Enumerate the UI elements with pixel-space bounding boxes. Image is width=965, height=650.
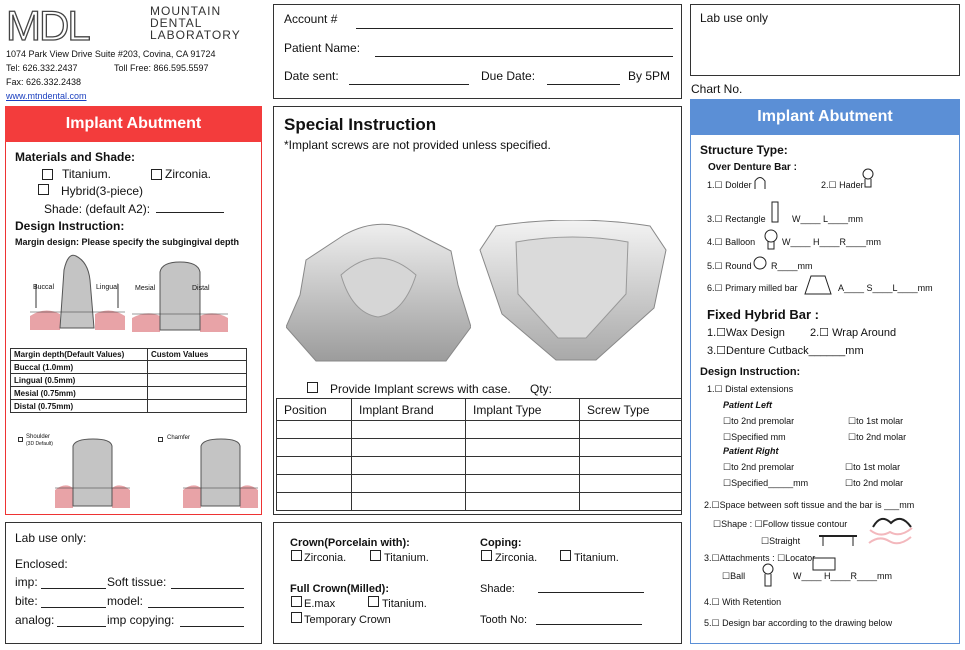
left-specified[interactable]: ☐Specified mm bbox=[723, 432, 786, 442]
distal-label: Distal bbox=[192, 285, 210, 292]
porcelain-titanium-label: Titanium. bbox=[384, 552, 429, 564]
shoulder-checkbox[interactable] bbox=[18, 437, 23, 442]
margin-design-text: Margin design: Please specify the subgingival depth bbox=[15, 237, 240, 247]
denture-upper-image bbox=[286, 215, 471, 363]
provide-screws-checkbox[interactable] bbox=[307, 382, 318, 393]
soft-tissue-field[interactable] bbox=[171, 588, 244, 589]
chamfer-illustration bbox=[183, 438, 258, 508]
hader-icon bbox=[861, 168, 875, 193]
patient-name-label: Patient Name: bbox=[284, 41, 361, 55]
table-row[interactable] bbox=[277, 493, 682, 511]
website-link[interactable]: www.mtndental.com bbox=[6, 91, 87, 101]
materials-heading: Materials and Shade: bbox=[15, 150, 136, 164]
chamfer-label: Chamfer bbox=[167, 435, 191, 441]
custom-value-cell[interactable] bbox=[148, 374, 247, 387]
attachments-option[interactable]: 3.☐Attachments : ☐Locator bbox=[704, 553, 816, 563]
tooth-no-label: Tooth No: bbox=[480, 614, 528, 626]
logo bbox=[6, 4, 144, 44]
coping-titanium-label: Titanium. bbox=[574, 552, 619, 564]
coping-zirconia-checkbox[interactable] bbox=[481, 550, 492, 561]
analog-field[interactable] bbox=[57, 626, 106, 627]
right-1st-molar[interactable]: ☐to 1st molar bbox=[845, 462, 901, 472]
hybrid-label: Hybrid(3-piece) bbox=[61, 184, 144, 198]
right-2nd-molar[interactable]: ☐to 2nd molar bbox=[845, 478, 904, 488]
chart-no-label: Chart No. bbox=[691, 82, 743, 96]
round-dims[interactable]: R____mm bbox=[771, 261, 813, 271]
ball-icon bbox=[756, 562, 780, 593]
account-field[interactable] bbox=[356, 28, 673, 29]
analog-label: analog: bbox=[15, 613, 55, 627]
balloon-dims[interactable]: W____ H____R____mm bbox=[782, 237, 882, 247]
tooth-no-field[interactable] bbox=[536, 624, 642, 625]
shade-label: Shade: (default A2): bbox=[44, 202, 151, 216]
brand-line1: MOUNTAIN bbox=[150, 4, 222, 18]
hader-option[interactable]: 2.☐ Hader bbox=[821, 180, 864, 190]
wrap-around-option[interactable]: 2.☐ Wrap Around bbox=[810, 327, 897, 339]
imp-copying-field[interactable] bbox=[180, 626, 244, 627]
temporary-crown-checkbox[interactable] bbox=[291, 612, 302, 623]
hybrid-checkbox[interactable] bbox=[38, 184, 49, 195]
right-2nd-premolar[interactable]: ☐to 2nd premolar bbox=[723, 462, 795, 472]
fax: Fax: 626.332.2438 bbox=[6, 77, 82, 87]
ball-option[interactable]: ☐Ball bbox=[722, 571, 746, 581]
design-bar-option[interactable]: 5.☐ Design bar according to the drawing below bbox=[704, 618, 893, 628]
coping-zirconia-label: Zirconia. bbox=[495, 552, 538, 564]
col-implant-brand: Implant Brand bbox=[352, 399, 466, 421]
due-date-field[interactable] bbox=[547, 84, 620, 85]
date-sent-label: Date sent: bbox=[284, 69, 339, 83]
special-note: *Implant screws are not provided unless specified. bbox=[284, 138, 551, 152]
shade-field[interactable] bbox=[156, 212, 224, 213]
left-2nd-molar[interactable]: ☐to 2nd molar bbox=[848, 432, 907, 442]
primary-dims[interactable]: A____ S____L____mm bbox=[838, 283, 933, 293]
table-row[interactable] bbox=[277, 475, 682, 493]
imp-copying-label: imp copying: bbox=[107, 613, 175, 627]
logo-mark: MDL bbox=[6, 4, 89, 44]
zirconia-checkbox[interactable] bbox=[151, 169, 162, 180]
bite-field[interactable] bbox=[41, 607, 106, 608]
full-crown-heading: Full Crown(Milled): bbox=[290, 583, 389, 595]
date-sent-field[interactable] bbox=[349, 84, 469, 85]
left-2nd-premolar[interactable]: ☐to 2nd premolar bbox=[723, 416, 795, 426]
denture-lower-image bbox=[478, 220, 668, 365]
shoulder-default: (3D Default) bbox=[26, 441, 53, 447]
round-option[interactable]: 5.☐ Round bbox=[707, 261, 752, 271]
straight-bar-icon bbox=[817, 532, 859, 553]
soft-tissue-label: Soft tissue: bbox=[107, 575, 167, 589]
col-position: Position bbox=[277, 399, 352, 421]
mesial-label: Mesial bbox=[135, 285, 156, 292]
dolder-icon bbox=[754, 176, 766, 195]
brand-line2: DENTAL bbox=[150, 16, 203, 30]
rectangle-option[interactable]: 3.☐ Rectangle bbox=[707, 214, 766, 224]
straight-pink-icon bbox=[867, 533, 913, 554]
balloon-option[interactable]: 4.☐ Balloon bbox=[707, 237, 756, 247]
qty-label: Qty: bbox=[530, 382, 553, 396]
account-label: Account # bbox=[284, 12, 338, 26]
custom-value-cell[interactable] bbox=[148, 400, 247, 413]
porcelain-heading: Crown(Porcelain with): bbox=[290, 537, 410, 549]
titanium-checkbox[interactable] bbox=[42, 169, 53, 180]
crown-shade-field[interactable] bbox=[538, 592, 644, 593]
rectangle-icon bbox=[770, 196, 784, 229]
zirconia-label: Zirconia. bbox=[165, 167, 212, 181]
margin-header: Margin depth(Default Values) bbox=[11, 349, 148, 361]
custom-header: Custom Values bbox=[148, 349, 247, 361]
rectangle-dims[interactable]: W____ L____mm bbox=[792, 214, 864, 224]
right-specified[interactable]: ☐Specified_____mm bbox=[723, 478, 809, 488]
provide-screws-label: Provide Implant screws with case. bbox=[330, 382, 511, 396]
imp-label: imp: bbox=[15, 575, 38, 589]
porcelain-titanium-checkbox[interactable] bbox=[370, 550, 381, 561]
bite-label: bite: bbox=[15, 594, 38, 608]
coping-heading: Coping: bbox=[480, 537, 522, 549]
table-row[interactable] bbox=[277, 421, 682, 439]
left-panel-title: Implant Abutment bbox=[5, 106, 262, 142]
model-label: model: bbox=[107, 594, 144, 608]
imp-field[interactable] bbox=[41, 588, 106, 589]
enclosed-label: Enclosed: bbox=[15, 557, 68, 571]
full-titanium-checkbox[interactable] bbox=[368, 596, 379, 607]
due-date-label: Due Date: bbox=[481, 69, 536, 83]
margin-illustration-buccal-lingual bbox=[30, 250, 125, 332]
overdenture-heading: Over Denture Bar : bbox=[708, 162, 797, 173]
custom-value-cell[interactable] bbox=[148, 361, 247, 374]
shoulder-label: Shoulder bbox=[26, 434, 51, 440]
porcelain-zirconia-checkbox[interactable] bbox=[291, 550, 302, 561]
cutback-option[interactable]: 3.☐Denture Cutback______mm bbox=[707, 345, 864, 357]
table-row: Lingual (0.5mm) bbox=[11, 374, 148, 387]
ball-dims[interactable]: W____ H____R____mm bbox=[793, 571, 893, 581]
chamfer-checkbox[interactable] bbox=[158, 437, 163, 442]
lab-only-title: Lab use only: bbox=[15, 531, 87, 545]
model-field[interactable] bbox=[148, 607, 244, 608]
emax-checkbox[interactable] bbox=[291, 596, 302, 607]
design-heading: Design Instruction: bbox=[15, 219, 125, 233]
table-row: Distal (0.75mm) bbox=[11, 400, 148, 413]
margin-illustration-mesial-distal bbox=[132, 258, 228, 332]
special-title: Special Instruction bbox=[284, 115, 437, 134]
full-titanium-label: Titanium. bbox=[382, 598, 427, 610]
temporary-crown-label: Temporary Crown bbox=[304, 614, 391, 626]
patient-right-label: Patient Right bbox=[723, 446, 779, 456]
right-panel-title: Implant Abutment bbox=[690, 99, 960, 135]
address: 1074 Park View Drive Suite #203, Covina, CA 91724 bbox=[6, 49, 216, 59]
table-row[interactable] bbox=[277, 457, 682, 475]
emax-label: E.max bbox=[304, 598, 336, 610]
margin-depth-table bbox=[10, 348, 247, 413]
tollfree: Toll Free: 866.595.5597 bbox=[114, 63, 209, 73]
tel: Tel: 626.332.2437 bbox=[6, 63, 78, 73]
custom-value-cell[interactable] bbox=[148, 387, 247, 400]
fixed-hybrid-heading: Fixed Hybrid Bar : bbox=[707, 307, 819, 322]
patient-left-label: Patient Left bbox=[723, 400, 773, 410]
primary-milled-option[interactable]: 6.☐ Primary milled bar bbox=[707, 283, 798, 293]
col-screw-type: Screw Type bbox=[580, 399, 682, 421]
balloon-icon bbox=[759, 228, 781, 255]
space-option[interactable]: 2.☐Space between soft tissue and the bar is ___mm bbox=[704, 500, 915, 510]
table-row: Mesial (0.75mm) bbox=[11, 387, 148, 400]
primary-milled-icon bbox=[803, 272, 833, 301]
table-row[interactable] bbox=[277, 439, 682, 457]
col-implant-type: Implant Type bbox=[466, 399, 580, 421]
titanium-label: Titanium. bbox=[62, 167, 111, 181]
crown-shade-label: Shade: bbox=[480, 583, 515, 595]
straight-option[interactable]: ☐Straight bbox=[761, 536, 801, 546]
table-row: Buccal (1.0mm) bbox=[11, 361, 148, 374]
brand-line3: LABORATORY bbox=[150, 28, 241, 42]
distal-extensions-option[interactable]: 1.☐ Distal extensions bbox=[707, 384, 794, 394]
implant-table bbox=[276, 398, 682, 511]
lingual-label: Lingual bbox=[96, 284, 119, 291]
porcelain-zirconia-label: Zirconia. bbox=[304, 552, 347, 564]
wax-design-option[interactable]: 1.☐Wax Design bbox=[707, 327, 785, 339]
coping-titanium-checkbox[interactable] bbox=[560, 550, 571, 561]
left-1st-molar[interactable]: ☐to 1st molar bbox=[848, 416, 904, 426]
shoulder-illustration bbox=[55, 438, 130, 508]
by-time-label: By 5PM bbox=[628, 69, 671, 83]
round-icon bbox=[752, 253, 768, 276]
structure-heading: Structure Type: bbox=[700, 143, 788, 157]
shape-option[interactable]: ☐Shape : ☐Follow tissue contour bbox=[713, 519, 848, 529]
design-heading-right: Design Instruction: bbox=[700, 366, 801, 378]
retention-option[interactable]: 4.☐ With Retention bbox=[704, 597, 782, 607]
dolder-option[interactable]: 1.☐ Dolder bbox=[707, 180, 752, 190]
buccal-label: Buccal bbox=[33, 284, 55, 291]
lab-use-label: Lab use only bbox=[700, 11, 769, 25]
patient-name-field[interactable] bbox=[375, 56, 673, 57]
